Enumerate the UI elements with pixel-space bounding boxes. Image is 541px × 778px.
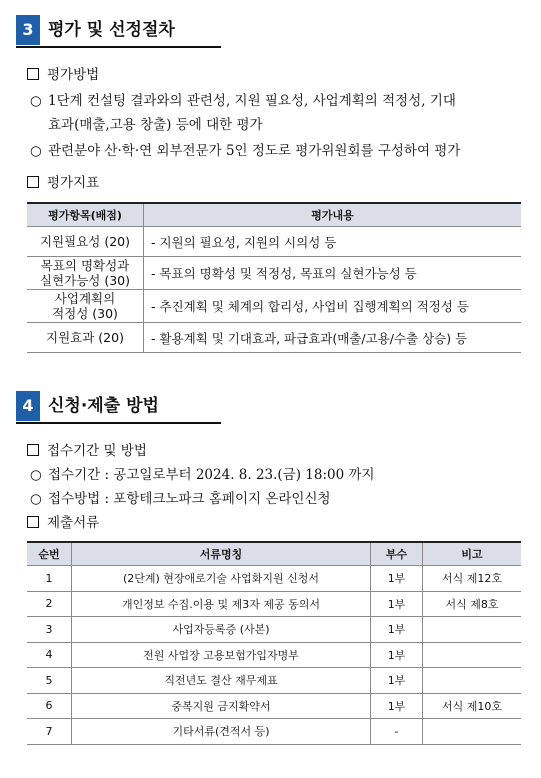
method-line: ○ 접수방법 : 포항테크노파크 홈페이지 온라인신청	[30, 491, 331, 507]
name-cell: (2단계) 현장애로기술 사업화지원 신청서	[72, 566, 371, 592]
item-cell: 지원필요성 (20)	[27, 227, 144, 257]
name-cell: 사업자등록증 (사본)	[72, 617, 371, 643]
column-header: 서류명칭	[72, 542, 371, 566]
table-header-row	[27, 203, 521, 227]
content-cell: - 활용계획 및 기대효과, 파급효과(매출/고용/수출 상승) 등	[144, 323, 522, 353]
item-cell: 목표의 명확성과 실현가능성 (30)	[27, 257, 144, 290]
table-header-row	[27, 542, 521, 566]
section-number-badge: 3	[16, 15, 40, 45]
section-underline	[16, 422, 221, 424]
table-row	[27, 693, 521, 719]
section-underline	[16, 46, 221, 48]
content-cell: - 목표의 명확성 및 적정성, 목표의 실현가능성 등	[144, 257, 522, 290]
number-cell: 3	[27, 617, 72, 643]
note-cell	[423, 668, 522, 694]
copies-cell: 1부	[371, 591, 423, 617]
column-header: 평가내용	[144, 203, 522, 227]
copies-cell: 1부	[371, 642, 423, 668]
table-row	[27, 227, 521, 257]
item-cell: 지원효과 (20)	[27, 323, 144, 353]
number-cell: 2	[27, 591, 72, 617]
name-cell: 직전년도 결산 재무제표	[72, 668, 371, 694]
number-cell: 4	[27, 642, 72, 668]
name-cell: 개인정보 수집.이용 및 제3자 제공 동의서	[72, 591, 371, 617]
item-cell: 사업계획의 적정성 (30)	[27, 290, 144, 323]
eval-method-heading: 평가방법	[27, 65, 99, 85]
note-cell	[423, 719, 522, 745]
indicator-heading: 평가지표	[27, 173, 99, 193]
bullet-1: ○ 1단계 컨설팅 결과와의 관련성, 지원 필요성, 사업계획의 적정성, 기대	[30, 93, 456, 109]
period-heading: 접수기간 및 방법	[27, 441, 147, 461]
copies-cell: 1부	[371, 668, 423, 694]
submission-documents-table	[27, 541, 521, 745]
number-cell: 7	[27, 719, 72, 745]
name-cell: 기타서류(견적서 등)	[72, 719, 371, 745]
table-row	[27, 642, 521, 668]
square-box-icon	[27, 176, 39, 188]
copies-cell: -	[371, 719, 423, 745]
evaluation-indicator-table	[27, 202, 521, 353]
table-row	[27, 257, 521, 290]
table-row	[27, 719, 521, 745]
section-4-header	[16, 391, 221, 421]
copies-cell: 1부	[371, 566, 423, 592]
content-cell: - 추진계획 및 체계의 합리성, 사업비 집행계획의 적정성 등	[144, 290, 522, 323]
note-cell	[423, 617, 522, 643]
copies-cell: 1부	[371, 693, 423, 719]
square-box-icon	[27, 444, 39, 456]
column-header: 순번	[27, 542, 72, 566]
circle-bullet-icon: ○	[30, 467, 42, 483]
docs-heading: 제출서류	[27, 513, 99, 533]
content-cell: - 지원의 필요성, 지원의 시의성 등	[144, 227, 522, 257]
bullet-2: ○ 관련분야 산·학·연 외부전문가 5인 정도로 평가위원회를 구성하여 평가	[30, 143, 461, 159]
period-line: ○ 접수기간 : 공고일로부터 2024. 8. 23.(금) 18:00 까지	[30, 467, 375, 483]
column-header: 비고	[423, 542, 522, 566]
copies-cell: 1부	[371, 617, 423, 643]
circle-bullet-icon: ○	[30, 143, 42, 159]
table-row	[27, 566, 521, 592]
table-row	[27, 323, 521, 353]
name-cell: 중복지원 금지확약서	[72, 693, 371, 719]
table-row	[27, 591, 521, 617]
table-row	[27, 290, 521, 323]
number-cell: 1	[27, 566, 72, 592]
note-cell	[423, 642, 522, 668]
note-cell: 서식 제10호	[423, 693, 522, 719]
square-box-icon	[27, 516, 39, 528]
circle-bullet-icon: ○	[30, 491, 42, 507]
number-cell: 6	[27, 693, 72, 719]
circle-bullet-icon: ○	[30, 93, 42, 109]
table-row	[27, 668, 521, 694]
section-title: 신청·제출 방법	[48, 396, 159, 416]
bullet-1-continuation: 효과(매출,고용 창출) 등에 대한 평가	[48, 117, 263, 133]
section-3-header	[16, 15, 221, 45]
section-number-badge: 4	[16, 391, 40, 421]
square-box-icon	[27, 68, 39, 80]
note-cell: 서식 제12호	[423, 566, 522, 592]
table-row	[27, 617, 521, 643]
column-header: 부수	[371, 542, 423, 566]
note-cell: 서식 제8호	[423, 591, 522, 617]
column-header: 평가항목(배점)	[27, 203, 144, 227]
number-cell: 5	[27, 668, 72, 694]
section-title: 평가 및 선정절차	[48, 20, 175, 40]
name-cell: 전원 사업장 고용보험가입자명부	[72, 642, 371, 668]
